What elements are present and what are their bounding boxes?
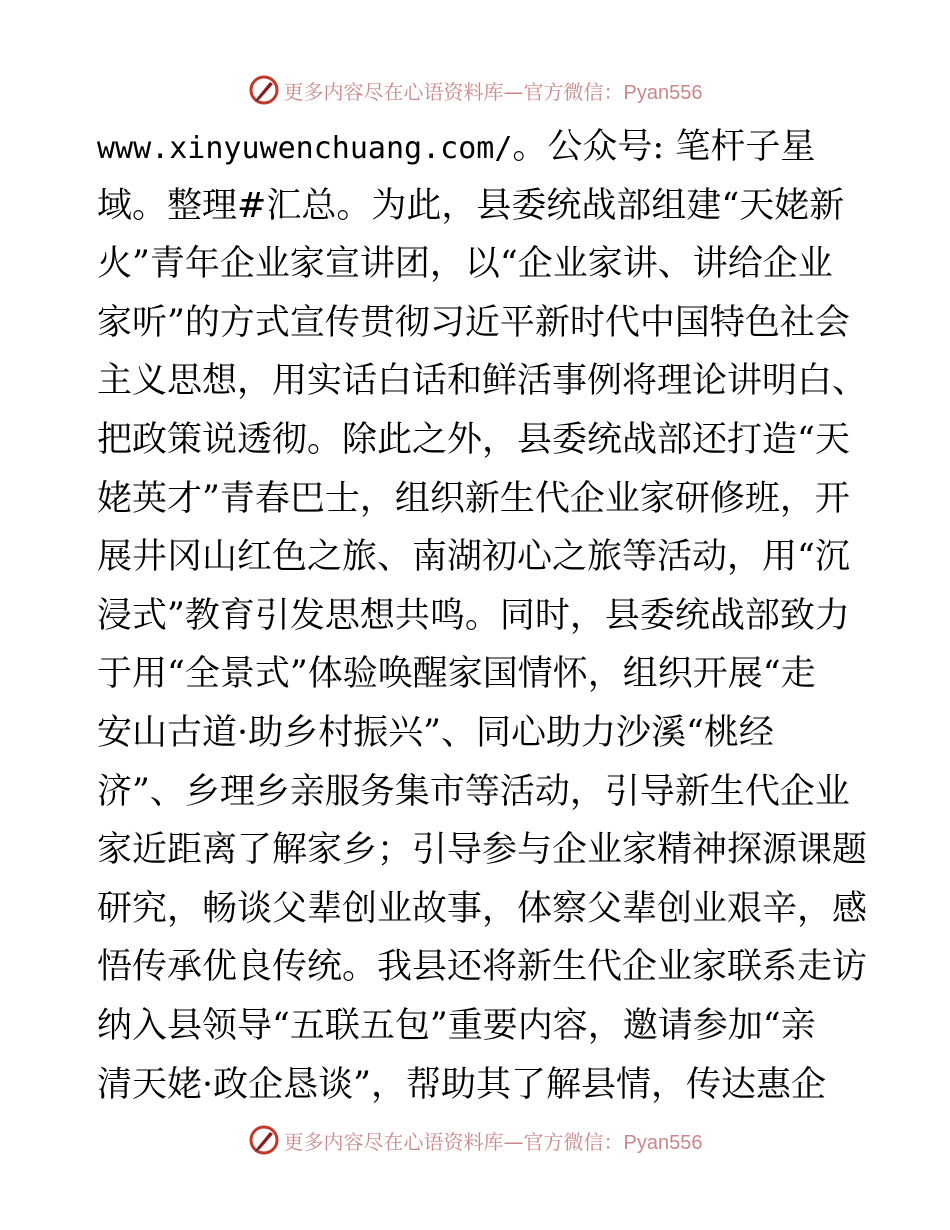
paragraph-line: 家近距离了解家乡；引导参与企业家精神探源课题	[97, 830, 868, 871]
watermark-group	[248, 74, 703, 106]
paragraph-line: 悟传承优良传统。我县还将新生代企业家联系走访	[97, 947, 868, 988]
paragraph-line: 于用“全景式”体验唤醒家国情怀，组织开展“走	[97, 654, 816, 695]
paragraph-line: 济”、乡理乡亲服务集市等活动，引导新生代企业	[97, 771, 850, 812]
brush-circle-logo-icon	[248, 1124, 280, 1156]
paragraph-line: 浸式”教育引发思想共鸣。同时，县委统战部致力	[97, 595, 850, 636]
paragraph-line: 姥英才”青春巴士，组织新生代企业家研修班，开	[97, 478, 850, 519]
website-url: www.xinyuwenchuang.com/	[97, 131, 513, 166]
paragraph-line: 主义思想，用实话白话和鲜活事例将理论讲明白、	[97, 361, 868, 402]
paragraph-line: 清天姥·政企恳谈”，帮助其了解县情，传达惠企	[97, 1064, 827, 1105]
paragraph-line: 纳入县领导“五联五包”重要内容，邀请参加“亲	[97, 1005, 816, 1046]
paragraph-line: 域。整理#汇总。为此，县委统战部组建“天姥新	[97, 185, 845, 226]
paragraph-line: 展井冈山红色之旅、南湖初心之旅等活动，用“沉	[97, 537, 850, 578]
paragraph-line: 安山古道·助乡村振兴”、同心助力沙溪“桃经	[97, 712, 774, 753]
paragraph-line: www.xinyuwenchuang.com/。公众号: 笔杆子星	[97, 127, 816, 167]
paragraph-line: 研究，畅谈父辈创业故事，体察父辈创业艰辛，感	[97, 888, 868, 929]
watermark-text: 更多内容尽在心语资料库—官方微信：Pyan556	[283, 79, 703, 104]
watermark-text: 更多内容尽在心语资料库—官方微信：Pyan556	[283, 1129, 703, 1154]
paragraph-line: 把政策说透彻。除此之外，县委统战部还打造“天	[97, 419, 850, 460]
paragraph-line: 家听”的方式宣传贯彻习近平新时代中国特色社会	[97, 302, 850, 343]
watermark-group	[248, 1124, 703, 1156]
header-watermark	[0, 70, 950, 110]
paragraph-line: 火”青年企业家宣讲团，以“企业家讲、讲给企业	[97, 244, 833, 285]
footer-watermark	[0, 1120, 950, 1160]
brush-circle-logo-icon	[248, 74, 280, 106]
document-body	[97, 118, 868, 1114]
